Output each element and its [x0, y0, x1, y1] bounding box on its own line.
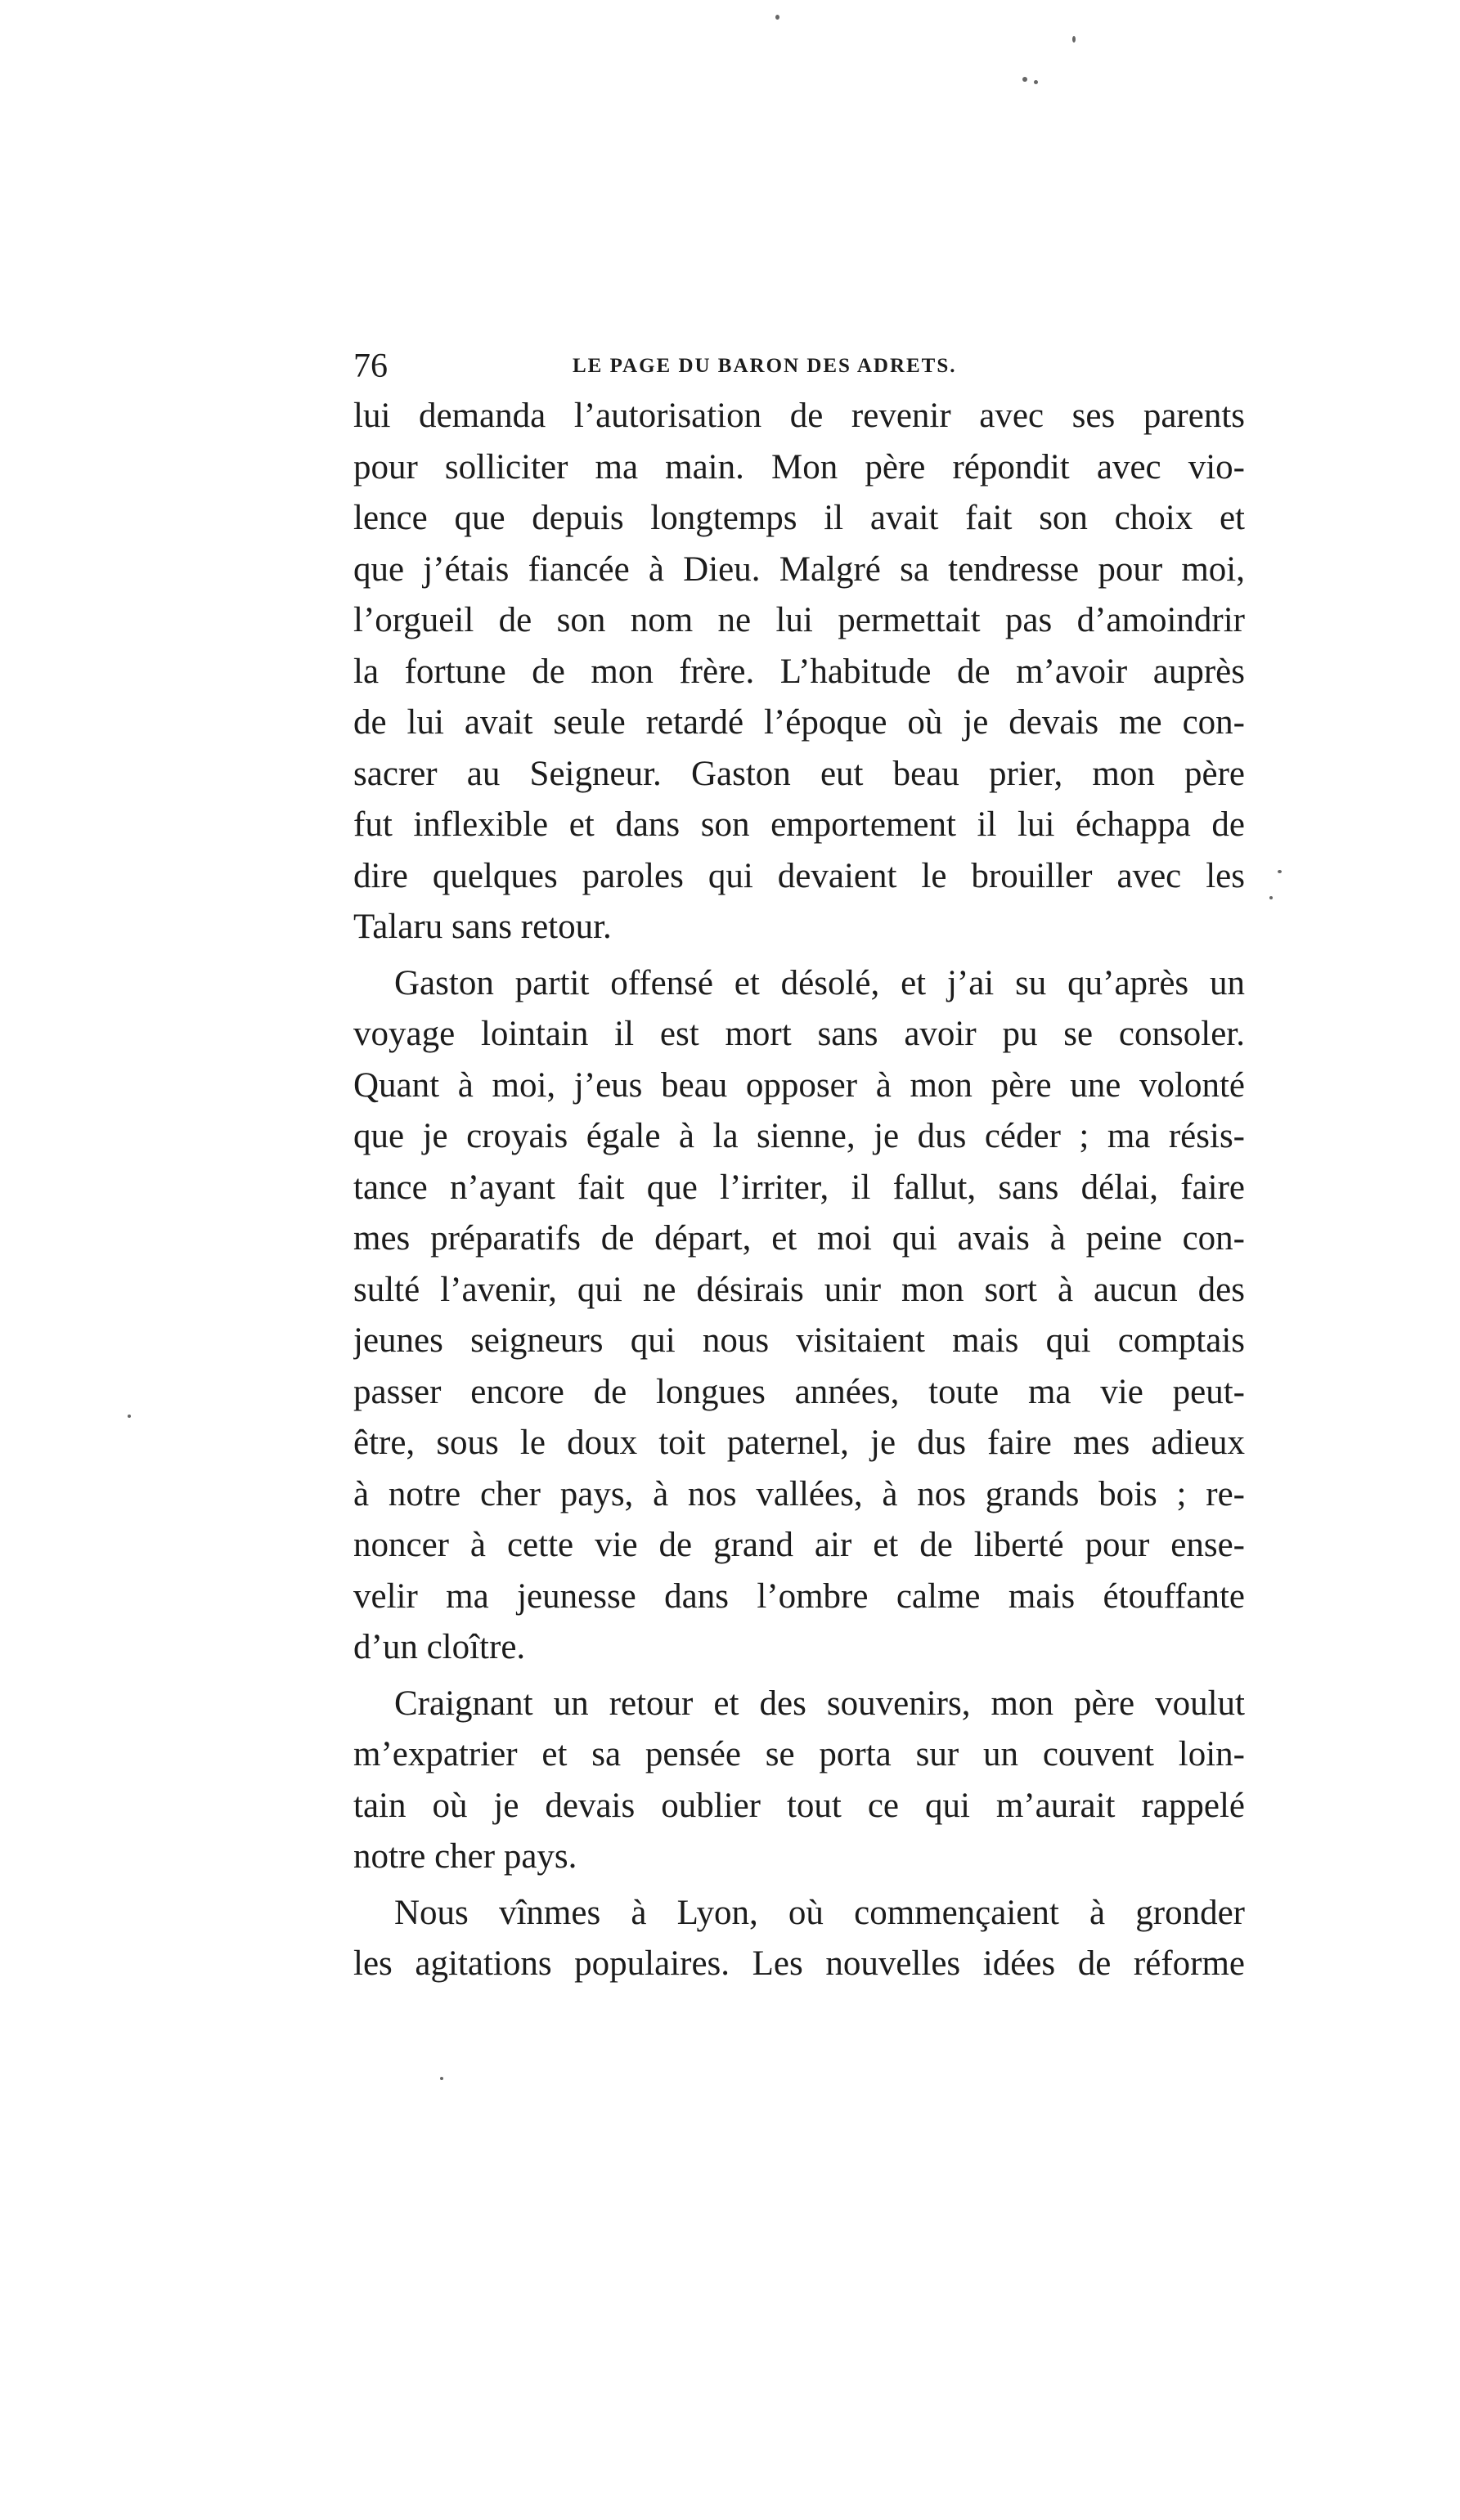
- text-line: fut inflexible et dans son emportement il lui échappa de: [353, 805, 1245, 844]
- text-line: la fortune de mon frère. L’habitude de m’avoir auprès: [353, 652, 1245, 691]
- text-line: passer encore de longues années, toute ma vie peut-: [353, 1372, 1245, 1411]
- text-line: mes préparatifs de départ, et moi qui avais à peine con-: [353, 1219, 1245, 1258]
- text-line: de lui avait seule retardé l’époque où je devais me con-: [353, 703, 1245, 742]
- text-line: sacrer au Seigneur. Gaston eut beau prier, mon père: [353, 754, 1245, 793]
- running-title: LE PAGE DU BARON DES ADRETS.: [573, 355, 957, 377]
- text-line: velir ma jeunesse dans l’ombre calme mais étouffante: [353, 1576, 1245, 1616]
- body-text: [353, 391, 1245, 1990]
- text-line: Quant à moi, j’eus beau opposer à mon père une volonté: [353, 1065, 1245, 1105]
- text-line: lui demanda l’autorisation de revenir avec ses parents: [353, 397, 1245, 435]
- scan-speck: [1072, 36, 1076, 43]
- text-line: voyage lointain il est mort sans avoir pu se consoler.: [353, 1015, 1245, 1053]
- text-line: à notre cher pays, à nos vallées, à nos grands bois ; re-: [353, 1474, 1245, 1513]
- text-line: lence que depuis longtemps il avait fait son choix et: [353, 499, 1245, 537]
- scan-speck: [440, 2077, 443, 2080]
- paragraph: [353, 1679, 1245, 1883]
- text-line: Talaru sans retour.: [353, 908, 612, 946]
- page-header: [353, 342, 1245, 391]
- text-line: l’orgueil de son nom ne lui permettait pas d’amoindrir: [353, 601, 1245, 639]
- text-line: pour solliciter ma main. Mon père répondit avec vio-: [353, 447, 1245, 487]
- text-line: sulté l’avenir, qui ne désirais unir mon sort à aucun des: [353, 1270, 1245, 1309]
- text-line: tain où je devais oublier tout ce qui m’aurait rappelé: [353, 1786, 1245, 1825]
- text-line: être, sous le doux toit paternel, je dus faire mes adieux: [353, 1424, 1245, 1462]
- scan-speck: [775, 15, 779, 20]
- text-line: que je croyais égale à la sienne, je dus céder ; ma résis-: [353, 1117, 1245, 1155]
- paragraph: [353, 391, 1245, 953]
- text-line: d’un cloître.: [353, 1628, 526, 1666]
- text-line: noncer à cette vie de grand air et de liberté pour ense-: [353, 1526, 1245, 1564]
- scan-speck: [1034, 80, 1038, 84]
- scan-speck: [128, 1415, 131, 1418]
- paragraph: [353, 1888, 1245, 1990]
- text-line: notre cher pays.: [353, 1837, 577, 1876]
- scan-speck: [1022, 77, 1027, 82]
- text-line: tance n’ayant fait que l’irriter, il fallut, sans délai, faire: [353, 1168, 1245, 1207]
- page-number: 76: [353, 348, 388, 385]
- paragraph: [353, 958, 1245, 1674]
- text-line: m’expatrier et sa pensée se porta sur un couvent loin-: [353, 1735, 1245, 1773]
- text-line: Craignant un retour et des souvenirs, mon père voulut: [394, 1684, 1245, 1723]
- scan-speck: [1269, 896, 1273, 899]
- text-line: jeunes seigneurs qui nous visitaient mais qui comptais: [353, 1321, 1245, 1360]
- text-line: les agitations populaires. Les nouvelles idées de réforme: [353, 1944, 1245, 1983]
- text-line: Gaston partit offensé et désolé, et j’ai su qu’après un: [394, 963, 1245, 1002]
- text-line: dire quelques paroles qui devaient le brouiller avec les: [353, 856, 1245, 895]
- text-line: Nous vînmes à Lyon, où commençaient à gronder: [394, 1893, 1245, 1932]
- text-line: que j’étais fiancée à Dieu. Malgré sa tendresse pour moi,: [353, 549, 1245, 589]
- scan-speck: [1278, 870, 1282, 873]
